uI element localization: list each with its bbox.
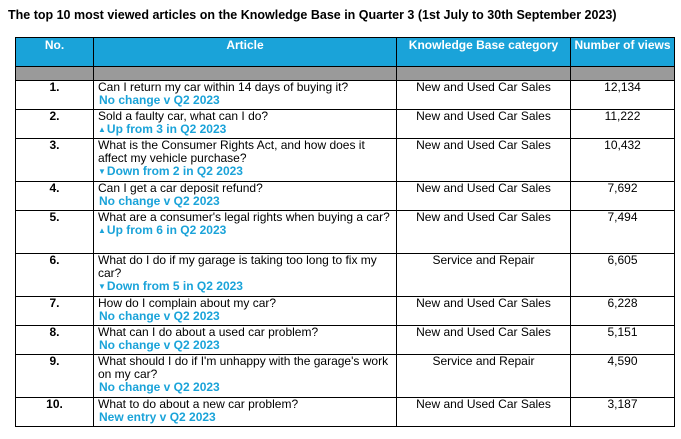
category: New and Used Car Sales bbox=[397, 211, 571, 254]
article-title: Can I return my car within 14 days of buying it? bbox=[98, 80, 349, 94]
rank-change: No change v Q2 2023 bbox=[99, 338, 220, 352]
down-arrow-icon: ▼ bbox=[98, 282, 106, 291]
rank-change: ▲Up from 3 in Q2 2023 bbox=[98, 122, 227, 136]
rank: 3. bbox=[16, 139, 94, 182]
rank: 5. bbox=[16, 211, 94, 254]
table-row bbox=[16, 110, 675, 139]
up-arrow-icon: ▲ bbox=[98, 226, 106, 235]
rank-change: No change v Q2 2023 bbox=[99, 93, 220, 107]
views: 7,494 bbox=[571, 211, 675, 254]
rank: 8. bbox=[16, 326, 94, 355]
article-title: What should I do if I'm unhappy with the garage's work on my car? bbox=[98, 354, 389, 381]
article-title: Can I get a car deposit refund? bbox=[98, 181, 263, 195]
article-title: What are a consumer's legal rights when buying a car? bbox=[98, 210, 390, 224]
views: 11,222 bbox=[571, 110, 675, 139]
views: 7,692 bbox=[571, 182, 675, 211]
rank-change: New entry v Q2 2023 bbox=[99, 410, 216, 424]
top-articles-table bbox=[15, 37, 675, 427]
category: New and Used Car Sales bbox=[397, 81, 571, 110]
rank: 9. bbox=[16, 355, 94, 398]
table-row bbox=[16, 326, 675, 355]
rank: 7. bbox=[16, 297, 94, 326]
rank-change: ▼Down from 5 in Q2 2023 bbox=[98, 279, 243, 293]
article-title: What can I do about a used car problem? bbox=[98, 325, 319, 339]
category: Service and Repair bbox=[397, 355, 571, 398]
rank-change: No change v Q2 2023 bbox=[99, 194, 220, 208]
article-title: What is the Consumer Rights Act, and how does it affect my vehicle purchase? bbox=[98, 138, 365, 165]
down-arrow-icon: ▼ bbox=[98, 167, 106, 176]
spacer-row bbox=[16, 67, 675, 81]
category: New and Used Car Sales bbox=[397, 139, 571, 182]
views: 10,432 bbox=[571, 139, 675, 182]
table-row bbox=[16, 297, 675, 326]
header-article: Article bbox=[94, 38, 397, 67]
category: New and Used Car Sales bbox=[397, 110, 571, 139]
category: New and Used Car Sales bbox=[397, 398, 571, 427]
article-title: What to do about a new car problem? bbox=[98, 397, 299, 411]
rank-change: ▲Up from 6 in Q2 2023 bbox=[98, 223, 227, 237]
table-row bbox=[16, 254, 675, 297]
table-row bbox=[16, 182, 675, 211]
category: New and Used Car Sales bbox=[397, 182, 571, 211]
views: 5,151 bbox=[571, 326, 675, 355]
up-arrow-icon: ▲ bbox=[98, 125, 106, 134]
rank-change: No change v Q2 2023 bbox=[99, 309, 220, 323]
rank: 2. bbox=[16, 110, 94, 139]
table-row bbox=[16, 81, 675, 110]
table-row bbox=[16, 211, 675, 254]
table-row bbox=[16, 139, 675, 182]
views: 6,605 bbox=[571, 254, 675, 297]
views: 4,590 bbox=[571, 355, 675, 398]
views: 6,228 bbox=[571, 297, 675, 326]
rank: 4. bbox=[16, 182, 94, 211]
views: 12,134 bbox=[571, 81, 675, 110]
rank-change: ▼Down from 2 in Q2 2023 bbox=[98, 164, 243, 178]
category: New and Used Car Sales bbox=[397, 326, 571, 355]
rank-change: No change v Q2 2023 bbox=[99, 380, 220, 394]
page-title: The top 10 most viewed articles on the Knowledge Base in Quarter 3 (1st July to 30th September 2023) bbox=[8, 8, 617, 22]
category: New and Used Car Sales bbox=[397, 297, 571, 326]
header-no: No. bbox=[16, 38, 94, 67]
views: 3,187 bbox=[571, 398, 675, 427]
rank: 1. bbox=[16, 81, 94, 110]
table-row bbox=[16, 398, 675, 427]
category: Service and Repair bbox=[397, 254, 571, 297]
article-title: What do I do if my garage is taking too long to fix my car? bbox=[98, 253, 377, 280]
rank: 6. bbox=[16, 254, 94, 297]
rank: 10. bbox=[16, 398, 94, 427]
header-views: Number of views bbox=[571, 38, 675, 67]
article-title: Sold a faulty car, what can I do? bbox=[98, 109, 269, 123]
table-header-row bbox=[16, 38, 675, 67]
table-row bbox=[16, 355, 675, 398]
header-category: Knowledge Base category bbox=[397, 38, 571, 67]
article-title: How do I complain about my car? bbox=[98, 296, 277, 310]
